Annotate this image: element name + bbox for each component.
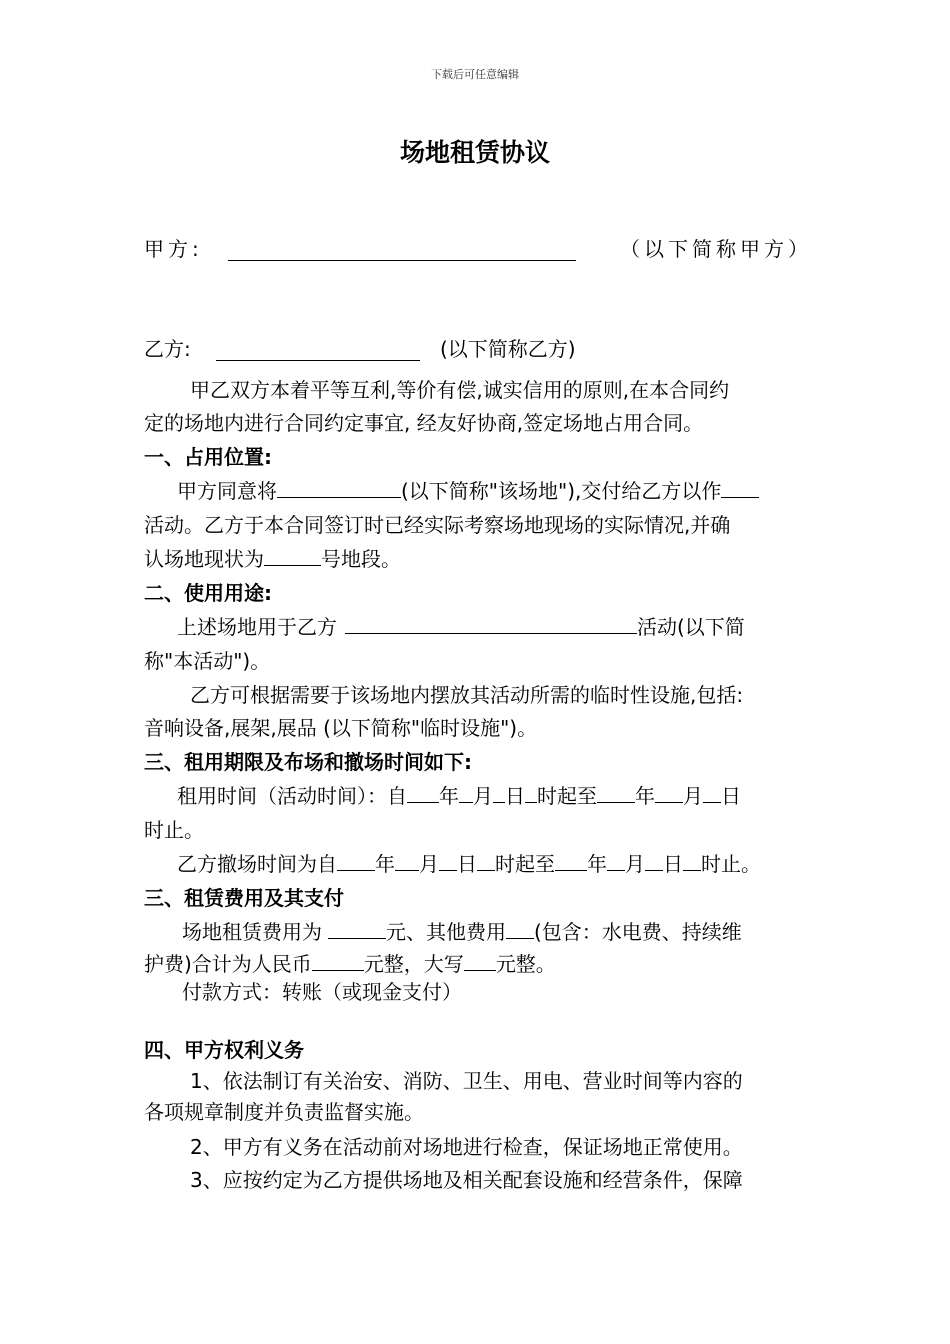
- s3-end-day-blank[interactable]: [703, 782, 721, 803]
- party-a-suffix: （以下简称甲方）: [620, 237, 812, 261]
- party-b-suffix: (以下简称乙方): [440, 337, 576, 361]
- intro-line-1: 甲乙双方本着平等互利,等价有偿,诚实信用的原则,在本合同约: [190, 378, 730, 402]
- document-title: 场地租赁协议: [399, 138, 550, 167]
- s3-year-label-3: 年: [375, 852, 395, 876]
- s3-exit-hour-blank[interactable]: [477, 850, 495, 871]
- s3b-text-f: 元整。: [495, 952, 556, 976]
- s3-exit-end-day-blank[interactable]: [645, 850, 663, 871]
- section-4-item-1a: 1、依法制订有关治安、消防、卫生、用电、营业时间等内容的: [190, 1069, 743, 1093]
- section-2-heading: 二、使用用途:: [144, 581, 272, 605]
- section-3-heading: 三、租用期限及布场和撤场时间如下:: [144, 750, 472, 774]
- section-1-line-3: [144, 545, 401, 573]
- s3-end-month-blank[interactable]: [655, 782, 683, 803]
- s3-start-year-blank[interactable]: [407, 782, 439, 803]
- s3-exit-day-blank[interactable]: [439, 850, 457, 871]
- section-3b-line-3: 付款方式：转账（或现金支付）: [182, 980, 462, 1004]
- section-3b-line-1: [182, 918, 742, 946]
- s3-day-label-3: 日: [457, 852, 477, 876]
- section-3b-heading: 三、租赁费用及其支付: [144, 886, 344, 910]
- header-note: 下载后可任意编辑: [431, 68, 519, 81]
- s3b-text-e: 元整，大写: [363, 952, 464, 976]
- s3-exit-end-hour-blank[interactable]: [683, 850, 701, 871]
- s2-text-b: 活动(以下简: [637, 615, 745, 639]
- s3-month-label-4: 月: [625, 852, 645, 876]
- s3-day-label-2: 日: [721, 784, 741, 808]
- s2-activity-blank[interactable]: [345, 613, 637, 634]
- section-1-heading: 一、占用位置:: [144, 445, 272, 469]
- section-3-line-2: 时止。: [144, 818, 204, 842]
- s3-text-a: 租用时间（活动时间）：自: [177, 784, 407, 808]
- s3b-text-b: 元、其他费用: [386, 920, 506, 944]
- intro-line-2: 定的场地内进行合同约定事宜, 经友好协商,签定场地占用合同。: [144, 411, 704, 435]
- s3b-text-c: (包含：水电费、持续维: [534, 920, 742, 944]
- section-2-line-3: 乙方可根据需要于该场地内摆放其活动所需的临时性设施,包括:: [190, 683, 744, 707]
- section-1-line-2: 活动。乙方于本合同签订时已经实际考察场地现场的实际情况,并确: [144, 513, 731, 537]
- party-a-blank[interactable]: [228, 240, 576, 261]
- section-3-line-1: [177, 782, 741, 810]
- s3-end-year-blank[interactable]: [597, 782, 635, 803]
- s3-exit-end-year-blank[interactable]: [555, 850, 587, 871]
- section-2-line-4: 音响设备,展架,展品 (以下简称"临时设施")。: [144, 716, 538, 740]
- s1-text-c: 认场地现状为: [144, 547, 264, 571]
- s3b-text-d: 护费)合计为人民币: [144, 952, 312, 976]
- s2-text-a: 上述场地用于乙方: [177, 615, 337, 639]
- s3-start-hour-blank[interactable]: [525, 782, 537, 803]
- s3-start-day-blank[interactable]: [493, 782, 505, 803]
- s3-month-label-3: 月: [419, 852, 439, 876]
- s3-from-label-2: 时起至: [495, 852, 555, 876]
- s3b-fee-blank[interactable]: [328, 918, 386, 939]
- s3-exit-year-blank[interactable]: [337, 850, 375, 871]
- section-4-item-1b: 各项规章制度并负责监督实施。: [144, 1100, 424, 1124]
- s3b-other-fee-blank[interactable]: [506, 918, 534, 939]
- section-4-item-2: 2、甲方有义务在活动前对场地进行检查，保证场地正常使用。: [190, 1135, 743, 1159]
- s3-exit-month-blank[interactable]: [395, 850, 419, 871]
- s1-lot-blank[interactable]: [264, 545, 321, 566]
- section-4-item-3: 3、应按约定为乙方提供场地及相关配套设施和经营条件，保障: [190, 1168, 743, 1192]
- party-b-blank[interactable]: [216, 340, 420, 361]
- s3-end-label: 时止。: [701, 852, 761, 876]
- section-2-line-2: 称"本活动")。: [144, 649, 271, 673]
- party-a-line: [144, 235, 203, 263]
- s3-from-label: 时起至: [537, 784, 597, 808]
- s1-text-d: 号地段。: [321, 547, 401, 571]
- party-a-label: 甲方:: [144, 237, 203, 261]
- section-4-heading: 四、甲方权利义务: [144, 1038, 304, 1062]
- s3-day-label: 日: [505, 784, 525, 808]
- s3-year-label-2: 年: [635, 784, 655, 808]
- section-2-line-1: [177, 613, 745, 641]
- s3-exit-end-month-blank[interactable]: [607, 850, 625, 871]
- s1-purpose-blank[interactable]: [721, 477, 759, 498]
- s1-location-blank[interactable]: [277, 477, 401, 498]
- s1-text-b: (以下简称"该场地"),交付给乙方以作: [401, 479, 722, 503]
- s3b-text-a: 场地租赁费用为: [182, 920, 322, 944]
- s3b-total-blank[interactable]: [312, 950, 364, 971]
- s3-start-month-blank[interactable]: [459, 782, 473, 803]
- section-3b-line-2: [144, 950, 556, 978]
- s3-year-label-4: 年: [587, 852, 607, 876]
- s1-text-a: 甲方同意将: [177, 479, 277, 503]
- s3-day-label-4: 日: [663, 852, 683, 876]
- section-1-line-1: [177, 477, 759, 505]
- s3-month-label: 月: [473, 784, 493, 808]
- s3-month-label-2: 月: [683, 784, 703, 808]
- s3-year-label: 年: [439, 784, 459, 808]
- section-3-line-3: [177, 850, 761, 878]
- s3b-capital-blank[interactable]: [464, 950, 496, 971]
- s3-text-b: 乙方撤场时间为自: [177, 852, 337, 876]
- party-b-label: 乙方:: [144, 337, 191, 361]
